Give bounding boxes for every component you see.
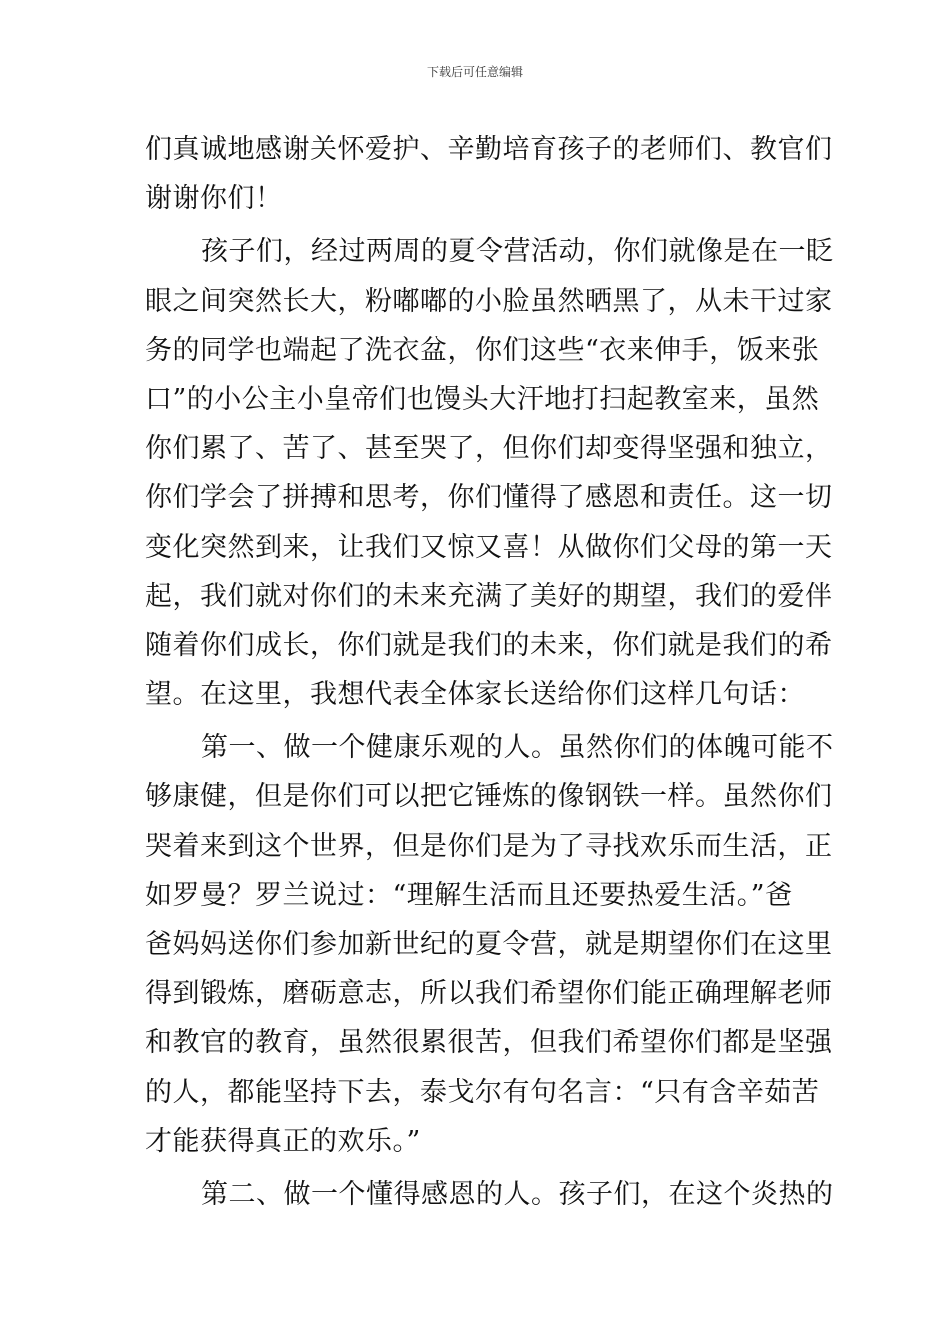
paragraph-start-line: 第二、做一个懂得感恩的人。孩子们，在这个炎热的 <box>201 1178 834 1210</box>
text-line: 够康健，但是你们可以把它锤炼的像钢铁一样。虽然你们 <box>145 781 833 813</box>
text-line: 才能获得真正的欢乐。” <box>145 1125 421 1157</box>
text-line: 起，我们就对你们的未来充满了美好的期望，我们的爱伴 <box>145 580 833 612</box>
text-line: 你们学会了拼搏和思考，你们懂得了感恩和责任。这一切 <box>145 482 833 514</box>
page-header: 下载后可任意编辑 <box>426 65 523 79</box>
text-line: 的人，都能坚持下去，泰戈尔有句名言：“只有含辛茹苦 <box>145 1076 820 1108</box>
text-line: 得到锻炼，磨砺意志，所以我们希望你们能正确理解老师 <box>145 978 833 1010</box>
paragraph-start-line: 第一、做一个健康乐观的人。虽然你们的体魄可能不 <box>201 732 834 764</box>
text-line: 如罗曼？罗兰说过：“理解生活而且还要热爱生活。”爸 <box>145 879 793 911</box>
text-line: 眼之间突然长大，粉嘟嘟的小脸虽然晒黑了，从未干过家 <box>145 285 833 317</box>
text-line: 望。在这里，我想代表全体家长送给你们这样几句话： <box>145 679 805 711</box>
document-body <box>145 125 834 1219</box>
text-line: 务的同学也端起了洗衣盆，你们这些“衣来伸手，饭来张 <box>145 334 820 366</box>
text-line: 谢谢你们！ <box>145 183 283 215</box>
text-line: 随着你们成长，你们就是我们的未来，你们就是我们的希 <box>145 629 833 661</box>
paragraph-start-line: 孩子们，经过两周的夏令营活动，你们就像是在一眨 <box>201 236 834 268</box>
text-line: 和教官的教育，虽然很累很苦，但我们希望你们都是坚强 <box>145 1027 833 1059</box>
text-line: 爸妈妈送你们参加新世纪的夏令营，就是期望你们在这里 <box>145 929 833 960</box>
text-line: 哭着来到这个世界，但是你们是为了寻找欢乐而生活，正 <box>145 830 833 862</box>
text-line: 变化突然到来，让我们又惊又喜！从做你们父母的第一天 <box>145 531 833 563</box>
text-line: 们真诚地感谢关怀爱护、辛勤培育孩子的老师们、教官们 <box>145 134 833 165</box>
text-line: 口”的小公主小皇帝们也馒头大汗地打扫起教室来，虽然 <box>145 383 820 415</box>
text-line: 你们累了、苦了、甚至哭了，但你们却变得坚强和独立， <box>145 433 833 465</box>
